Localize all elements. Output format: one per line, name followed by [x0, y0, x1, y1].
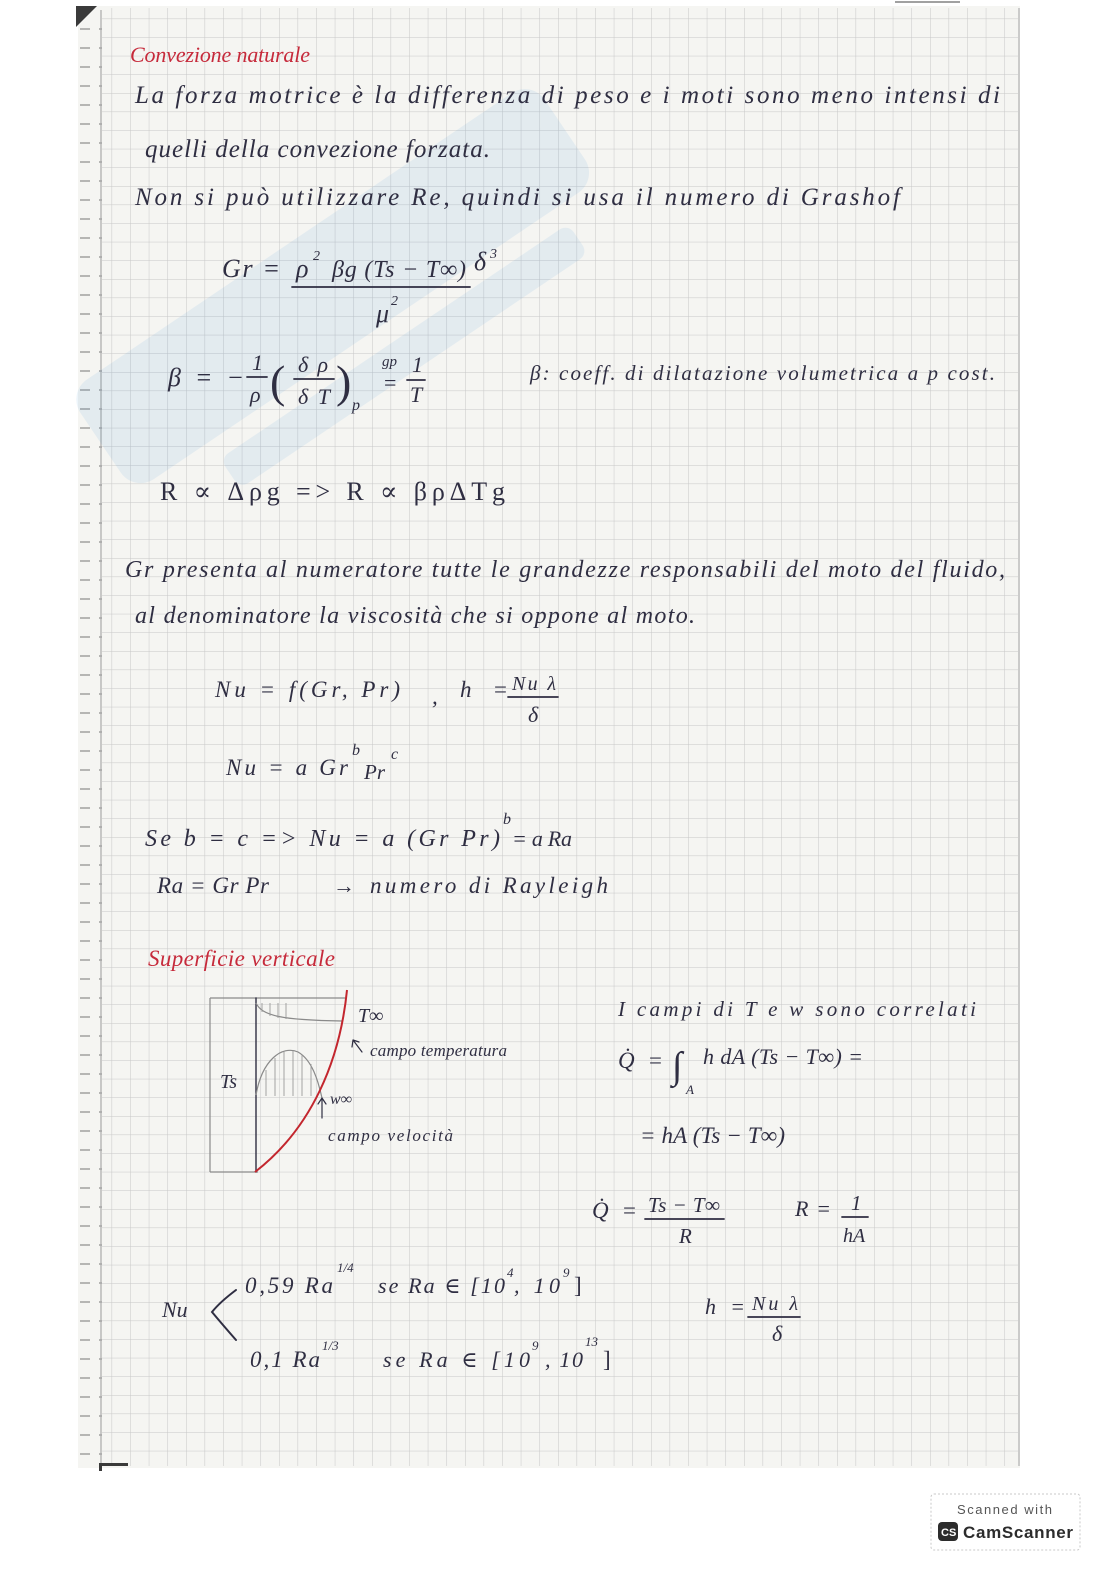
correlation-h-numerator: Nu λ [752, 1293, 798, 1315]
r-lhs: R = [795, 1196, 831, 1221]
grashof-rho-exponent: 2 [313, 249, 320, 264]
row2-exp-low: 9 [532, 1338, 539, 1353]
q2-lhs: Q̇ = [592, 1198, 637, 1223]
camscanner-badge [931, 1494, 1080, 1550]
row2-coefficient: 0,1 Ra [250, 1347, 320, 1372]
nusselt-power-pr: Pr [364, 760, 385, 784]
nusselt-case-rhs: = a Ra [512, 826, 572, 851]
q1-rhs: h dA (Ts − T∞) = [703, 1044, 863, 1069]
heading-vertical-surface: Superficie verticale [148, 946, 335, 971]
label-ts: Ts [220, 1071, 238, 1093]
q2-numerator: Ts − T∞ [648, 1193, 720, 1217]
camscanner-name: CamScanner [963, 1523, 1073, 1542]
row2-condition: se Ra ∈ [10 [383, 1347, 530, 1372]
row1-condition: se Ra ∈ [10 [378, 1273, 505, 1298]
beta-frac1-numerator: 1 [252, 350, 263, 375]
q1-lhs: Q̇ = [618, 1048, 663, 1073]
r-denominator: hA [843, 1225, 866, 1247]
row1-end: ] [574, 1273, 582, 1298]
beta-frac2-denominator: δT [298, 384, 330, 409]
perforation-strip [80, 20, 102, 1460]
grashof-delta: δ [474, 247, 487, 276]
beta-frac3-numerator: 1 [412, 352, 423, 377]
grashof-denominator-exponent: 2 [391, 294, 398, 309]
row1-exp-high: 9 [563, 1265, 570, 1280]
q1-integral-subscript: A [686, 1082, 694, 1097]
gr-meaning-line-1: Gr presenta al numeratore tutte le grandezze responsabili del moto del fluido, [125, 557, 1006, 583]
nusselt-h-lhs: h = [460, 677, 508, 702]
correlation-nu: Nu [162, 1297, 188, 1322]
nusselt-power-base: Nu = a Gr [226, 755, 348, 780]
beta-frac3-denominator: T [410, 382, 423, 407]
grashof-lhs: Gr = [222, 254, 280, 283]
beta-lhs: β = − [168, 363, 244, 392]
label-t-infinity: T∞ [358, 1005, 384, 1027]
nusselt-h-denominator: δ [528, 702, 539, 727]
r-numerator: 1 [851, 1191, 862, 1215]
heading-natural-convection: Convezione naturale [130, 42, 310, 67]
label-temperature-field: campo temperatura [370, 1041, 507, 1060]
camscanner-caption: Scanned with [957, 1502, 1052, 1517]
grid-area [102, 8, 1018, 1466]
grashof-delta-exponent: 3 [490, 247, 497, 262]
gr-meaning-line-2: al denominatore la viscosità che si oppone al moto. [135, 603, 695, 629]
nusselt-case-lhs: Se b = c => Nu = a (Gr Pr) [145, 826, 500, 852]
row1-mid: , 10 [514, 1273, 560, 1298]
beta-paren-close: ) [336, 356, 352, 407]
label-w-infinity: w∞ [330, 1091, 353, 1108]
intro-line-3: Non si può utilizzare Re, quindi si usa il numero di Grashof [135, 184, 900, 211]
label-velocity-field: campo velocità [328, 1126, 453, 1145]
q1-result: = hA (Ts − T∞) [640, 1123, 785, 1148]
beta-equality-sign: = [384, 370, 397, 395]
row1-exp-low: 4 [507, 1265, 514, 1280]
grashof-rho: ρ [296, 254, 309, 283]
row2-exp-high: 13 [585, 1334, 598, 1349]
beta-equality-label: gp [382, 354, 397, 370]
beta-definition: β: coeff. di dilatazione volumetrica a p cost. [530, 361, 995, 385]
row2-end: ] [603, 1347, 611, 1372]
nusselt-separator: , [432, 684, 438, 709]
grashof-denominator: μ [376, 299, 390, 328]
rayleigh-definition: Ra = Gr Pr [157, 873, 269, 898]
row2-mid: , 10 [545, 1347, 583, 1372]
rayleigh-arrow: → [333, 873, 355, 898]
correlation-h-lhs: h = [705, 1294, 745, 1319]
nusselt-case-exponent: b [503, 811, 511, 828]
nusselt-general: Nu = f(Gr, Pr) [215, 677, 400, 702]
beta-frac1-denominator: ρ [250, 382, 261, 407]
q2-denominator: R [679, 1224, 692, 1248]
intro-line-1: La forza motrice è la differenza di peso e i moti sono meno intensi di [135, 82, 1000, 109]
intro-line-2: quelli della convezione forzata. [145, 136, 490, 163]
correlation-h-denominator: δ [772, 1321, 783, 1346]
q1-integral-sign: ∫ [672, 1045, 683, 1087]
row1-coefficient: 0,59 Ra [245, 1273, 333, 1298]
beta-frac2-numerator: δρ [298, 352, 328, 377]
camscanner-logo-text: CS [941, 1527, 957, 1539]
beta-subscript: p [352, 397, 360, 414]
row1-exponent: 1/4 [337, 1260, 354, 1275]
nusselt-h-numerator: Nu λ [512, 673, 556, 695]
nusselt-power-b: b [352, 742, 360, 759]
nusselt-power-c: c [391, 746, 399, 763]
rayleigh-name: numero di Rayleigh [370, 873, 608, 898]
proportionality-line: R ∝ Δρg => R ∝ βρΔTg [160, 477, 505, 506]
fields-correlated-note: I campi di T e w sono correlati [618, 997, 976, 1021]
row2-exponent: 1/3 [322, 1338, 339, 1353]
grashof-numerator-middle: βg (Ts − T∞) [332, 257, 466, 283]
beta-paren-open: ( [270, 356, 286, 407]
